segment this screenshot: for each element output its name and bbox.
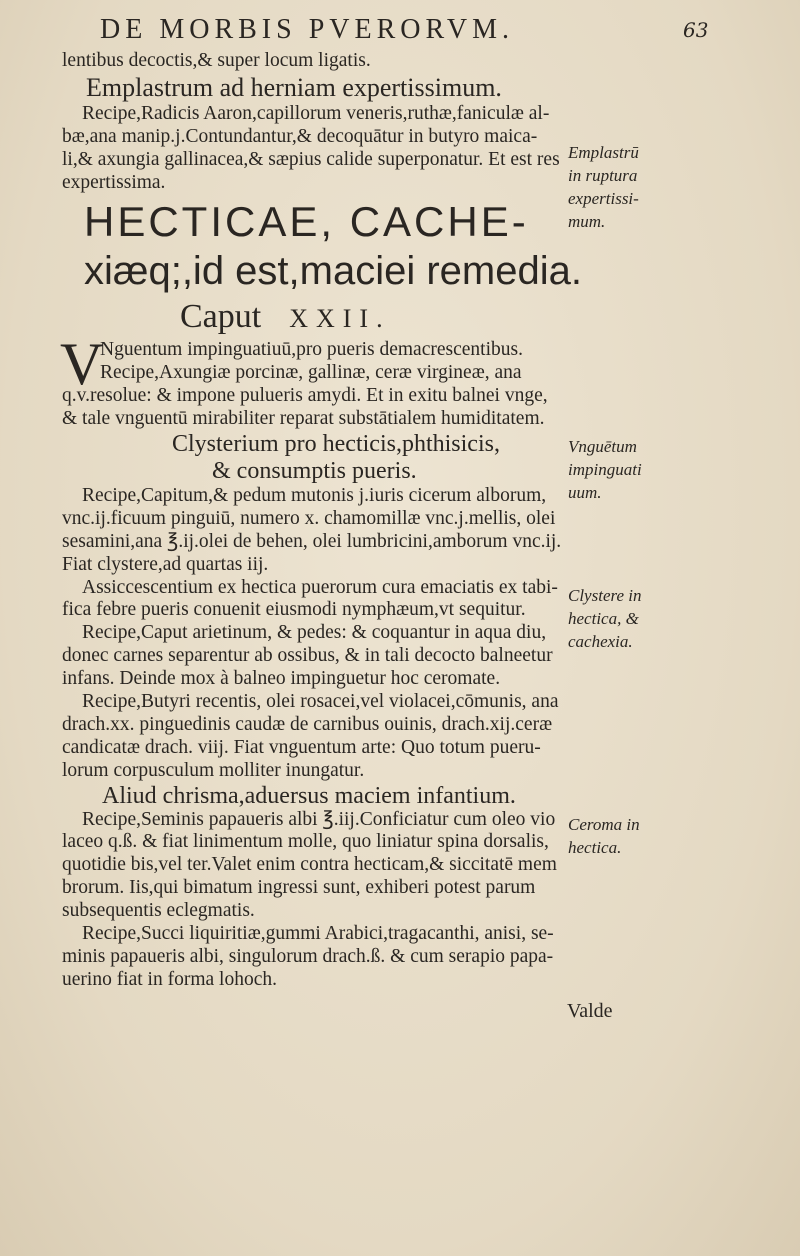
section-heading: Clysterium pro hecticis,phthisicis, xyxy=(172,431,500,458)
text-line: drach.xx. pinguedinis caudæ de carnibus ouinis, drach.xij.ceræ xyxy=(62,713,553,735)
drop-cap: V xyxy=(60,331,104,398)
text-line: uerino fiat in forma lohoch. xyxy=(62,968,277,990)
text-line: lorum corpusculum molliter inungatur. xyxy=(62,759,365,781)
margin-note: Ceroma in xyxy=(568,815,640,834)
text-line: bæ,ana manip.j.Contundantur,& decoquātur in butyro maica- xyxy=(62,125,538,147)
text-line: Recipe,Butyri recentis, olei rosacei,vel violacei,cōmunis, ana xyxy=(82,691,559,713)
text-line: Recipe,Seminis papaueris albi ℥.iij.Conficiatur cum oleo vio xyxy=(82,808,556,830)
caput-label: Caput xyxy=(180,298,262,336)
section-heading: Emplastrum ad herniam expertissimum. xyxy=(86,72,502,102)
margin-note: cachexia. xyxy=(568,632,633,651)
caput-numeral: XXII. xyxy=(289,304,391,334)
text-line: lentibus decoctis,& super locum ligatis. xyxy=(62,50,371,71)
main-text xyxy=(62,50,702,1023)
page-number: 63 xyxy=(683,18,709,42)
margin-note: impinguati xyxy=(568,460,642,479)
text-line: laceo q.ß. & fiat linimentum molle, quo liniatur spina dorsalis, xyxy=(62,831,549,853)
text-line: Recipe,Radicis Aaron,capillorum veneris,ruthæ,faniculæ al- xyxy=(82,102,550,124)
text-line: fica febre pueris conuenit eiusmodi nymphæum,vt sequitur. xyxy=(62,599,526,621)
text-line: Recipe,Capitum,& pedum mutonis j.iuris cicerum alborum, xyxy=(82,485,547,507)
text-line: sesamini,ana ℥.ij.olei de behen, olei lumbricini,amborum vnc.ij. xyxy=(62,530,562,552)
margin-note: Vnguētum xyxy=(568,437,637,456)
text-line: Recipe,Axungiæ porcinæ, gallinæ, ceræ virgineæ, ana xyxy=(100,362,522,384)
running-title: DE MORBIS PVERORVM. xyxy=(100,14,515,45)
text-line: vnc.ij.ficuum pinguiū, numero x. chamomillæ vnc.j.mellis, olei xyxy=(62,507,556,529)
text-line: li,& axungia gallinacea,& sæpius calide superponatur. Et est res xyxy=(62,148,560,170)
catchword: Valde xyxy=(567,999,613,1022)
text-line: & tale vnguentū mirabiliter reparat substātialem humiditatem. xyxy=(62,408,545,430)
text-line: candicatæ drach. viij. Fiat vnguentum arte: Quo totum pueru- xyxy=(62,736,541,758)
text-line: donec carnes separentur ab ossibus, & in tali decocto balneetur xyxy=(62,645,553,667)
margin-note: in ruptura xyxy=(568,166,638,185)
text-line: Assiccescentium ex hectica puerorum cura emaciatis ex tabi- xyxy=(82,576,558,598)
chapter-title-continued: xiæq;,id est,maciei remedia. xyxy=(84,249,582,294)
margin-note: hectica. xyxy=(568,838,622,857)
text-line-body: Nguentum impinguatiuū,pro pueris demacrescentibus. xyxy=(100,339,523,361)
chapter-title: HECTICAE, CACHE- xyxy=(84,198,529,246)
text-line: q.v.resolue: & impone pulueris amydi. Et in exitu balnei vnge, xyxy=(62,385,548,407)
margin-note: Clystere in xyxy=(568,586,642,605)
section-heading-continued: & consumptis pueris. xyxy=(212,458,417,485)
margin-note: expertissi- xyxy=(568,189,639,208)
section-heading: Aliud chrisma,aduersus maciem infantium. xyxy=(102,782,516,809)
chapter-number xyxy=(62,295,702,339)
margin-note: hectica, & xyxy=(568,609,639,628)
page-header xyxy=(0,14,800,44)
text-line: Recipe,Caput arietinum, & pedes: & coquantur in aqua diu, xyxy=(82,622,547,644)
text-line: minis papaueris albi, singulorum drach.ß. & cum serapio papa- xyxy=(62,945,554,967)
text-line: expertissima. xyxy=(62,171,166,193)
text-line: Recipe,Succi liquiritiæ,gummi Arabici,tragacanthi, anisi, se- xyxy=(82,923,554,945)
text-line: subsequentis eclegmatis. xyxy=(62,900,255,922)
text-line: Fiat clystere,ad quartas iij. xyxy=(62,553,269,575)
text-line: brorum. Iis,qui bimatum ingressi sunt, exhiberi potest parum xyxy=(62,877,536,899)
margin-note: mum. xyxy=(568,212,606,231)
text-line: infans. Deinde mox à balneo impinguetur hoc ceromate. xyxy=(62,668,501,690)
margin-note: Emplastrū xyxy=(568,143,639,162)
text-line: quotidie bis,vel ter.Valet enim contra hecticam,& siccitatē mem xyxy=(62,854,557,876)
margin-note: uum. xyxy=(568,483,602,502)
